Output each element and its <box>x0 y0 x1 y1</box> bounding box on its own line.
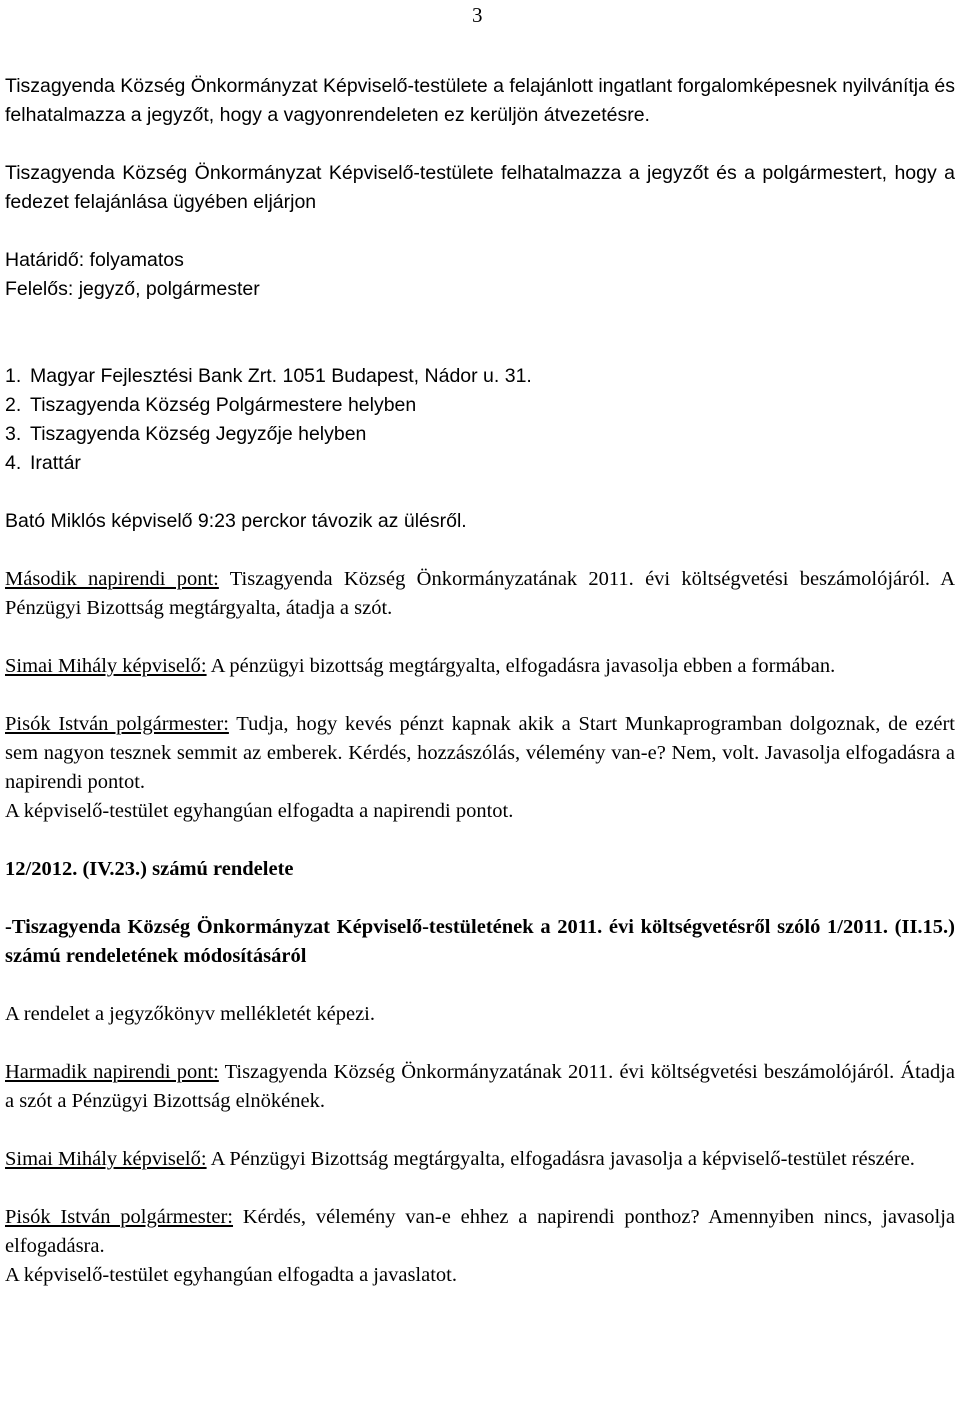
agenda-item-2: Második napirendi pont: Tiszagyenda Község Önkormányzatának 2011. évi költségvetési beszámolójáról. A Pénzügyi Bizottság megtárgyalta, átadja a szót. <box>5 568 955 619</box>
vote-result-2: A képviselő-testület egyhangúan elfogadta a javaslatot. <box>5 1264 457 1286</box>
speaker-label: Pisók István polgármester: <box>5 1206 234 1228</box>
bato-departure: Bató Miklós képviselő 9:23 perckor távozik az ülésről. <box>5 510 467 532</box>
responsible: Felelős: jegyző, polgármester <box>5 278 260 300</box>
list-item: 2. Tiszagyenda Község Polgármestere helyben <box>5 394 417 416</box>
document-body <box>5 72 955 1290</box>
decree-number: 12/2012. (IV.23.) számú rendelete <box>5 858 294 880</box>
simai-statement-1: Simai Mihály képviselő: A pénzügyi bizottság megtárgyalta, elfogadásra javasolja ebben a formában. <box>5 655 836 677</box>
distribution-list <box>5 362 955 478</box>
speaker-label: Pisók István polgármester: <box>5 713 229 735</box>
agenda-item-3: Harmadik napirendi pont: Tiszagyenda Község Önkormányzatának 2011. évi költségvetési beszámolójáról. Átadja a szót a Pénzügyi Bizottság elnökének. <box>5 1061 955 1112</box>
pisok-statement-2: Pisók István polgármester: Kérdés, vélemény van-e ehhez a napirendi ponthoz? Amennyiben nincs, javasolja elfogadásra. <box>5 1206 955 1257</box>
simai-statement-2: Simai Mihály képviselő: A Pénzügyi Bizottság megtárgyalta, elfogadásra javasolja a képviselő-testület részére. <box>5 1148 915 1170</box>
speaker-label: Simai Mihály képviselő: <box>5 655 207 677</box>
deadline: Határidő: folyamatos <box>5 249 184 271</box>
list-item: 3. Tiszagyenda Község Jegyzője helyben <box>5 423 367 445</box>
agenda-item-3-label: Harmadik napirendi pont: <box>5 1061 219 1083</box>
resolution-paragraph-2: Tiszagyenda Község Önkormányzat Képviselő-testülete felhatalmazza a jegyzőt és a polgármestert, hogy a fedezet felajánlása ügyében eljárjon <box>5 162 955 213</box>
annex-note: A rendelet a jegyzőkönyv mellékletét képezi. <box>5 1003 375 1025</box>
page-number: 3 <box>472 3 483 27</box>
agenda-item-2-label: Második napirendi pont: <box>5 568 219 590</box>
speaker-label: Simai Mihály képviselő: <box>5 1148 207 1170</box>
decree-title: -Tiszagyenda Község Önkormányzat Képviselő-testületének a 2011. évi költségvetésről szóló 1/2011. (II.15.) számú rendeletének módosításáról <box>5 916 955 967</box>
resolution-paragraph-1: Tiszagyenda Község Önkormányzat Képviselő-testülete a felajánlott ingatlant forgalomképesnek nyilvánítja és felhatalmazza a jegyzőt, hogy a vagyonrendeleten ez kerüljön átvezetésre. <box>5 75 955 126</box>
pisok-statement-1: Pisók István polgármester: Tudja, hogy kevés pénzt kapnak akik a Start Munkaprogramban dolgoznak, de ezért sem nagyon tesznek semmit az emberek. Kérdés, hozzászólás, vélemény van-e? Nem, volt. Javasolja elfogadásra a napirendi pontot. <box>5 713 955 793</box>
vote-result-1: A képviselő-testület egyhangúan elfogadta a napirendi pontot. <box>5 800 514 822</box>
list-item: 4. Irattár <box>5 452 81 474</box>
list-item: 1. Magyar Fejlesztési Bank Zrt. 1051 Budapest, Nádor u. 31. <box>5 365 532 387</box>
